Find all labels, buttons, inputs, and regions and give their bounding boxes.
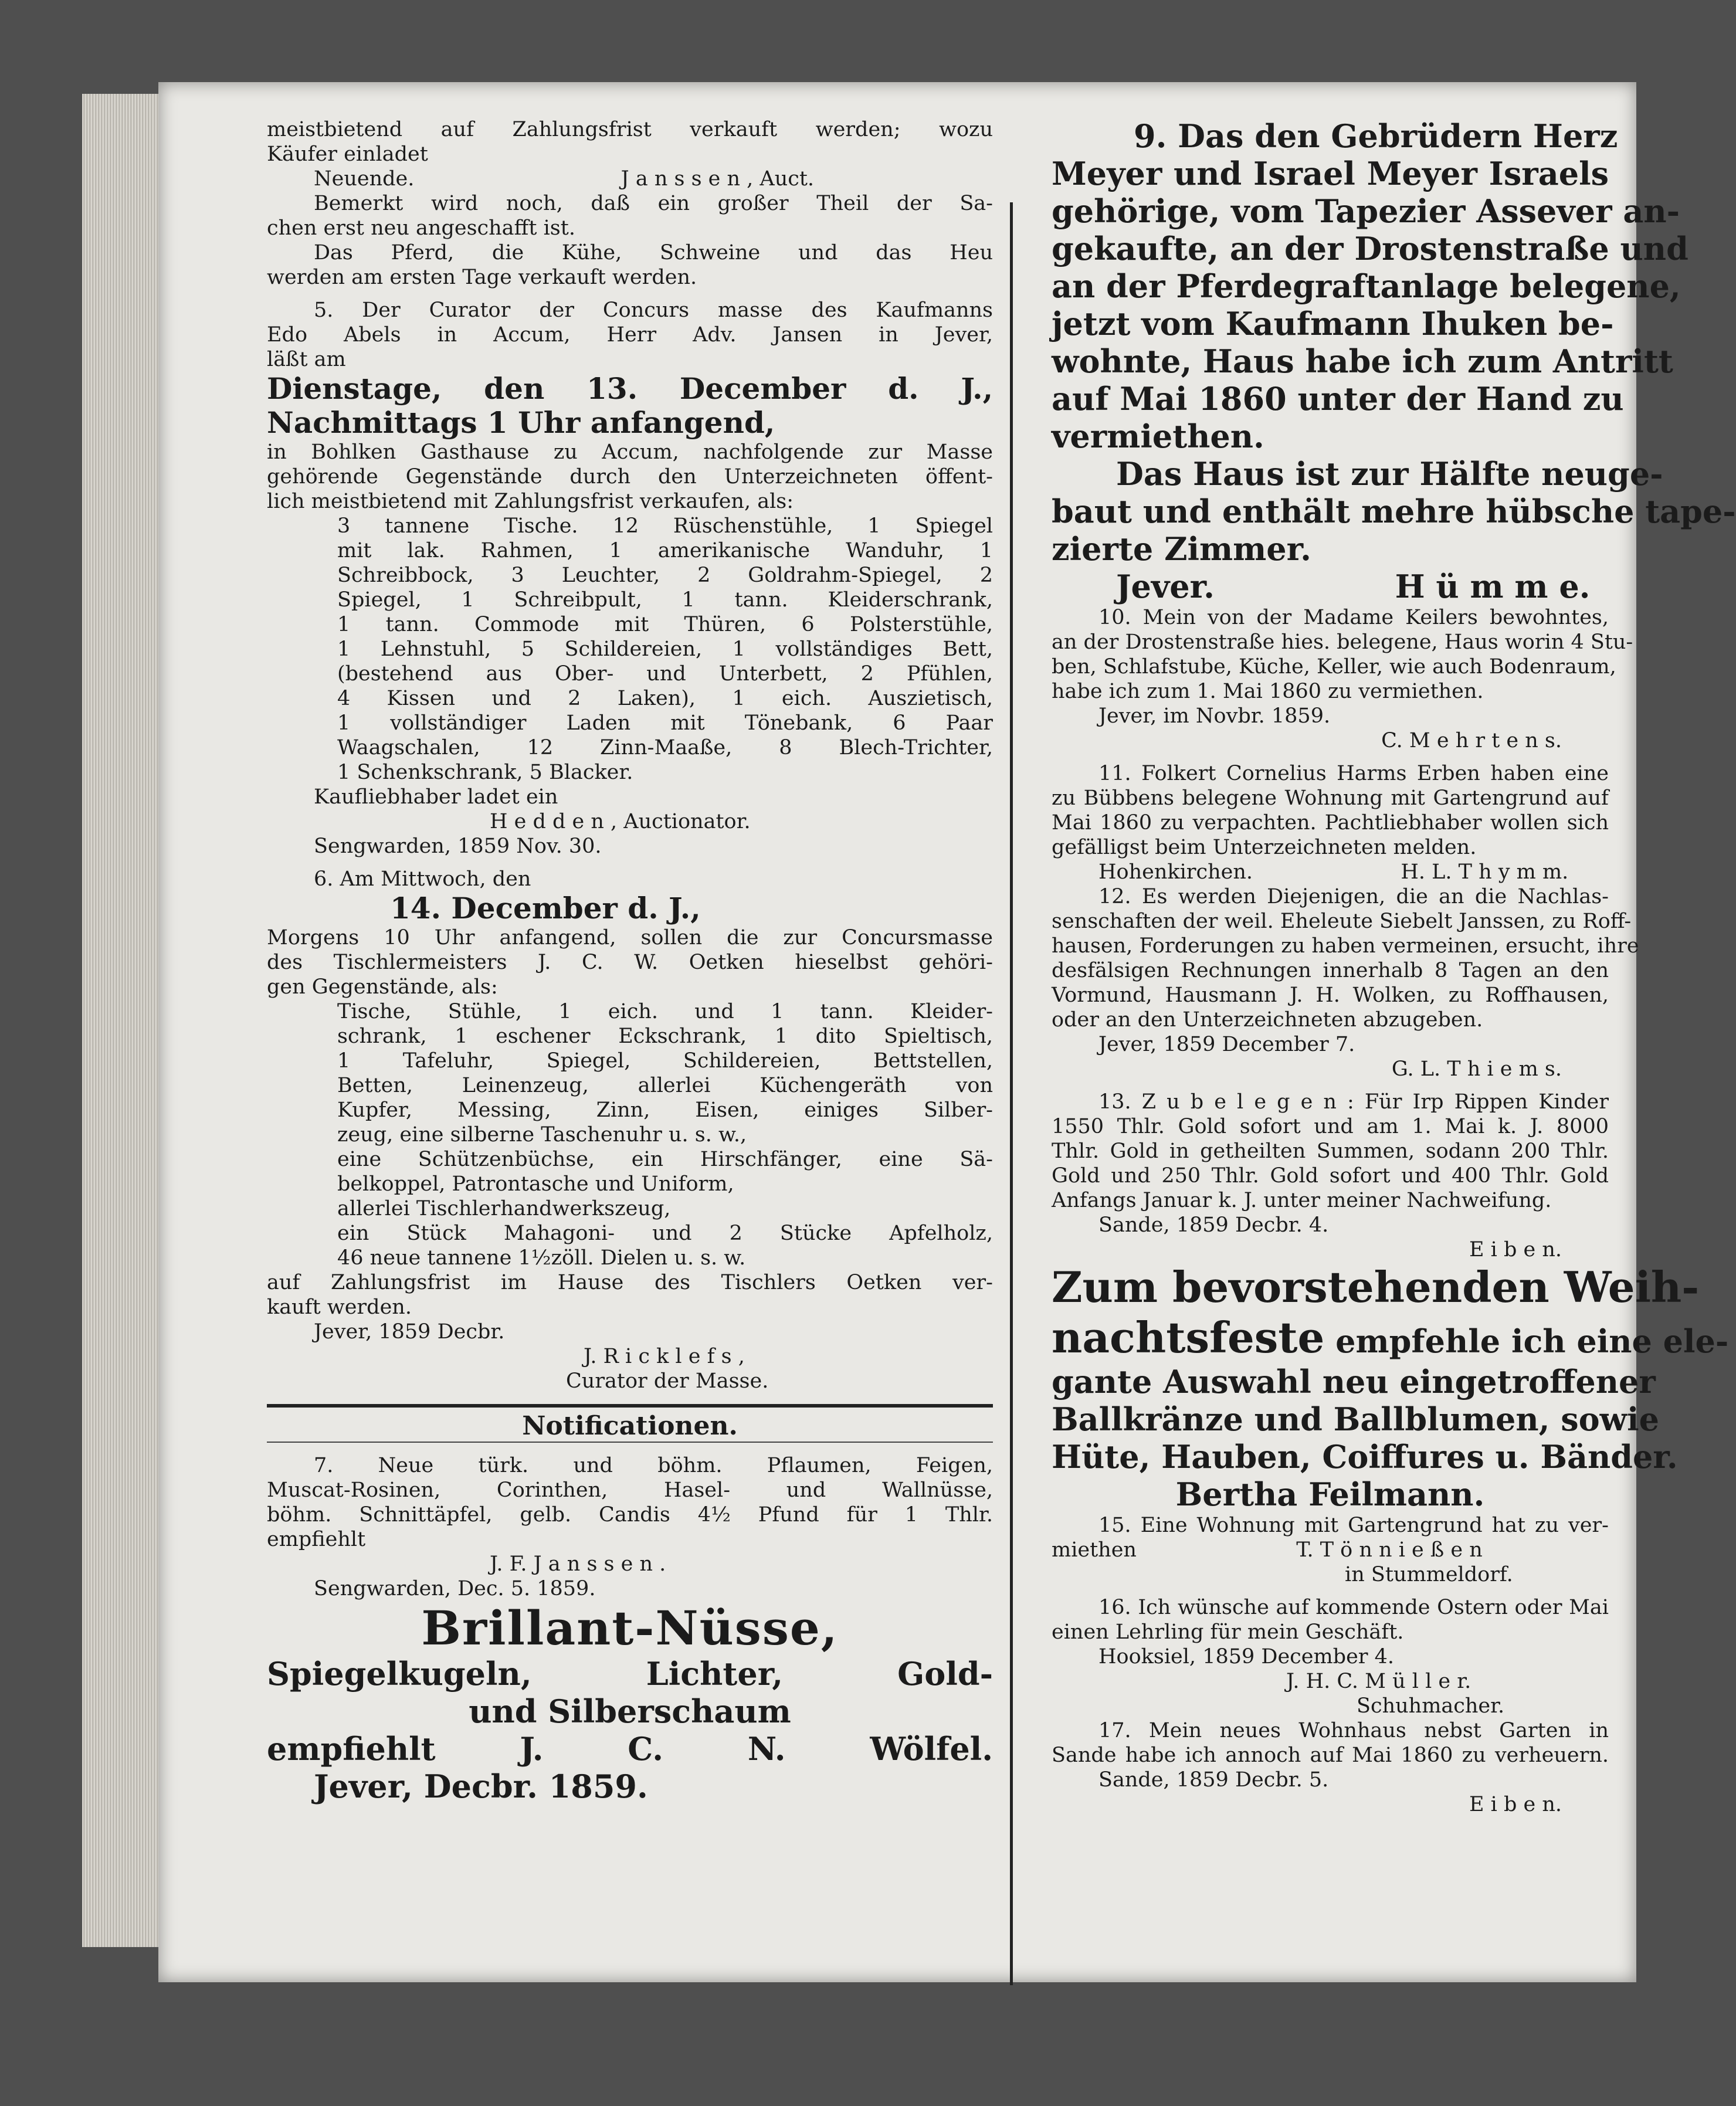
place: Jever. [1116,568,1215,605]
advert-headline: Brillant-Nüsse, [421,1600,839,1656]
item-line: belkoppel, Patrontasche und Uniform, [337,1172,734,1196]
place: Neuende. [314,167,415,191]
column-divider [1010,202,1013,1985]
dateline: Sande, 1859 Decbr. 4. [1098,1213,1329,1237]
text-line: Muscat-Rosinen, Corinthen, Hasel- und Wallnüsse, [267,1478,993,1502]
advert-headline: Zum bevorstehenden Weih- [1052,1262,1700,1312]
text-line: Gold und 250 Thlr. Gold sofort und 400 Thlr. Gold [1052,1164,1609,1188]
section-heading: Notificationen. [522,1411,738,1441]
text-line: Thlr. Gold in getheilten Summen, sodann 200 Thlr. [1052,1140,1609,1163]
item-line: 1 Lehnstuhl, 5 Schildereien, 1 vollständiges Bett, [337,637,993,661]
signature: J. R i c k l e f s , [584,1345,745,1368]
text-line: desfälsigen Rechnungen innerhalb 8 Tagen an den [1052,959,1609,982]
text-line: habe ich zum 1. Mai 1860 zu vermiethen. [1052,680,1484,703]
text-line: 1550 Thlr. Gold sofort und am 1. Mai k. J. 8000 [1052,1115,1609,1138]
signature-line [1052,1538,1609,1562]
notice-9-start: 9. Das den Gebrüdern Herz [1134,117,1618,155]
text-line: Sande habe ich annoch auf Mai 1860 zu verheuern. [1052,1744,1609,1767]
text-line: Edo Abels in Accum, Herr Adv. Jansen in Jever, [267,323,993,347]
advert-line: Hüte, Hauben, Coiffures u. Bänder. [1052,1438,1678,1476]
text-line: Morgens 10 Uhr anfangend, sollen die zur Concursmasse [267,926,993,949]
item-line: Betten, Leinenzeug, allerlei Küchengeräth von [337,1074,993,1097]
text-line: Kaufliebhaber ladet ein [314,785,558,809]
text-line: böhm. Schnittäpfel, gelb. Candis 4½ Pfund für 1 Thlr. [267,1503,993,1527]
text-line: Bemerkt wird noch, daß ein großer Theil der Sa- [314,192,993,215]
advert-line: und Silberschaum [469,1693,791,1730]
notice-15-start: 15. Eine Wohnung mit Gartengrund hat zu ver- [1098,1514,1609,1537]
item-line: 46 neue tannene 1½zöll. Dielen u. s. w. [337,1246,746,1270]
notice-16-start: 16. Ich wünsche auf kommende Ostern oder Mai [1098,1596,1609,1619]
advert-line: Ballkränze und Ballblumen, sowie [1052,1400,1659,1438]
signature-title: Curator der Masse. [566,1369,769,1393]
dateline: Jever, im Novbr. 1859. [1098,704,1331,728]
heading-rule [267,1442,993,1443]
place: Hohenkirchen. [1098,860,1253,884]
text-line: Mai 1860 zu verpachten. Pachtliebhaber wollen sich [1052,811,1609,835]
notice-17-start: 17. Mein neues Wohnhaus nebst Garten in [1098,1719,1609,1742]
signature: J. F. J a n s s e n . [490,1552,666,1576]
notice-11-start: 11. Folkert Cornelius Harms Erben haben eine [1098,762,1609,785]
signature: H. L. T h y m m. [1401,860,1569,884]
item-line: Tische, Stühle, 1 eich. und 1 tann. Kleider- [337,1000,993,1023]
advert-line: Meyer und Israel Meyer Israels [1052,155,1609,192]
advert-line: gehörige, vom Tapezier Assever an- [1052,192,1680,230]
signature-line [1052,860,1609,884]
text-line: an der Drostenstraße hies. belegene, Haus worin 4 Stu- [1052,630,1633,654]
notice-12-start: 12. Es werden Diejenigen, die an die Nachlas- [1098,885,1609,908]
signature: E i b e n. [1469,1238,1562,1261]
item-line: eine Schützenbüchse, ein Hirschfänger, eine Sä- [337,1148,993,1171]
item-line: Schreibbock, 3 Leuchter, 2 Goldrahm-Spiegel, 2 [337,564,993,587]
headline-date: 14. December d. J., [390,891,701,925]
signature-place: in Stummeldorf. [1345,1563,1513,1586]
notice-7-start: 7. Neue türk. und böhm. Pflaumen, Feigen, [314,1454,993,1477]
advert-line: baut und enthält mehre hübsche tape- [1052,493,1736,530]
text-line: ben, Schlafstube, Küche, Keller, wie auch Bodenraum, [1052,655,1616,679]
advert-line [1052,1313,1729,1363]
text-line: läßt am [267,348,346,371]
signature: E i b e n. [1469,1793,1562,1816]
dateline: Hooksiel, 1859 December 4. [1098,1645,1395,1668]
text-line: chen erst neu angeschafft ist. [267,216,575,240]
headline-time: Nachmittags 1 Uhr anfangend, [267,405,775,440]
text-line: Käufer einladet [267,143,428,166]
item-line: Kupfer, Messing, Zinn, Eisen, einiges Silber- [337,1098,993,1122]
section-rule [267,1404,993,1408]
text-line: senschaften der weil. Eheleute Siebelt Janssen, zu Roff- [1052,910,1632,933]
item-line: 1 tann. Commode mit Thüren, 6 Polsterstühle, [337,613,993,636]
advert-signature: Bertha Feilmann. [1175,1476,1485,1513]
signature-line [267,167,993,191]
notice-10-start: 10. Mein von der Madame Keilers bewohntes, [1098,606,1609,629]
text-line: Das Pferd, die Kühe, Schweine und das Heu [314,241,993,264]
signature: H e d d e n , Auctionator. [490,810,751,833]
page-stack [82,94,158,1947]
text-line: Anfangs Januar k. J. unter meiner Nachweifung. [1052,1189,1552,1212]
signature-title: Schuhmacher. [1357,1694,1505,1718]
advert-line: Jever, Decbr. 1859. [314,1768,648,1805]
text-line: gefälligst beim Unterzeichneten melden. [1052,836,1477,859]
dateline: Jever, 1859 Decbr. [314,1320,505,1344]
text-line: einen Lehrling für mein Geschäft. [1052,1620,1404,1644]
item-line: (bestehend aus Ober- und Unterbett, 2 Pfühlen, [337,662,993,686]
text-line: zu Bübbens belegene Wohnung mit Gartengrund auf [1052,786,1609,810]
advert-text: empfehle ich eine ele- [1324,1322,1729,1360]
advert-line: gante Auswahl neu eingetroffener [1052,1363,1656,1400]
advert-line: zierte Zimmer. [1052,530,1311,568]
text-line: gen Gegenstände, als: [267,975,498,999]
right-column [1052,117,1736,1817]
advert-headline-word: nachtsfeste [1052,1313,1325,1362]
text-line: kauft werden. [267,1296,412,1319]
signature-line [1052,568,1609,605]
signature: T. T ö n n i e ß e n [1296,1538,1483,1562]
item-line: ein Stück Mahagoni- und 2 Stücke Apfelholz, [337,1222,993,1245]
notice-6-start: 6. Am Mittwoch, den [314,867,531,891]
text-line: meistbietend auf Zahlungsfrist verkauft werden; wozu [267,118,993,141]
advert-line: vermiethen. [1052,418,1264,455]
signature: J. H. C. M ü l l e r. [1286,1670,1471,1693]
advert-line: jetzt vom Kaufmann Ihuken be- [1052,305,1614,342]
item-line: 1 vollständiger Laden mit Tönebank, 6 Paar [337,711,993,735]
text-line: auf Zahlungsfrist im Hause des Tischlers Oetken ver- [267,1271,993,1294]
dateline: Sengwarden, 1859 Nov. 30. [314,835,602,858]
text-line: Vormund, Hausmann J. H. Wolken, zu Roffhausen, [1052,984,1609,1007]
headline-date: Dienstage, den 13. December d. J., [267,371,993,406]
item-line: allerlei Tischlerhandwerkszeug, [337,1197,671,1220]
signature: H ü m m e. [1395,568,1591,605]
notice-13-start: 13. Z u b e l e g e n : Für Irp Rippen Kinder [1098,1090,1609,1114]
text-line: empfiehlt [267,1528,366,1551]
item-line: 1 Tafeluhr, Spiegel, Schildereien, Bettstellen, [337,1049,993,1073]
text-line: lich meistbietend mit Zahlungsfrist verkaufen, als: [267,490,794,513]
left-column [267,117,993,1805]
text-line: gehörende Gegenstände durch den Unterzeichneten öffent- [267,465,993,489]
dateline: Sengwarden, Dec. 5. 1859. [314,1577,596,1600]
dateline: Sande, 1859 Decbr. 5. [1098,1768,1329,1792]
signature: J a n s s e n , Auct. [621,167,815,191]
advert-line: empfiehlt J. C. N. Wölfel. [267,1730,993,1768]
text-word: miethen [1052,1538,1137,1562]
item-line: 4 Kissen und 2 Laken), 1 eich. Auszietisch, [337,687,993,710]
advert-line: gekaufte, an der Drostenstraße und [1052,230,1688,267]
item-line: Waagschalen, 12 Zinn-Maaße, 8 Blech-Trichter, [337,736,993,759]
text-line: in Bohlken Gasthause zu Accum, nachfolgende zur Masse [267,440,993,464]
advert-line: Das Haus ist zur Hälfte neuge- [1116,455,1663,493]
text-line: hausen, Forderungen zu haben vermeinen, ersucht, ihre [1052,934,1639,958]
signature: C. M e h r t e n s. [1381,729,1562,752]
item-line: mit lak. Rahmen, 1 amerikanische Wanduhr, 1 [337,539,993,562]
advert-line: auf Mai 1860 unter der Hand zu [1052,380,1624,418]
signature: G. L. T h i e m s. [1391,1057,1562,1081]
text-line: des Tischlermeisters J. C. W. Oetken hieselbst gehöri- [267,951,993,974]
advert-line: an der Pferdegraftanlage belegene, [1052,267,1681,305]
text-line: werden am ersten Tage verkauft werden. [267,266,697,289]
advert-line: Spiegelkugeln, Lichter, Gold- [267,1655,993,1693]
advert-line: wohnte, Haus habe ich zum Antritt [1052,342,1673,380]
notice-5-start: 5. Der Curator der Concurs masse des Kaufmanns [314,299,993,322]
item-line: Spiegel, 1 Schreibpult, 1 tann. Kleiderschrank, [337,588,993,612]
item-line: 3 tannene Tische. 12 Rüschenstühle, 1 Spiegel [337,514,993,538]
item-line: zeug, eine silberne Taschenuhr u. s. w., [337,1123,747,1147]
item-line: schrank, 1 eschener Eckschrank, 1 dito Spieltisch, [337,1025,993,1048]
text-line: oder an den Unterzeichneten abzugeben. [1052,1008,1483,1032]
item-line: 1 Schenkschrank, 5 Blacker. [337,761,633,784]
dateline: Jever, 1859 December 7. [1098,1033,1355,1056]
